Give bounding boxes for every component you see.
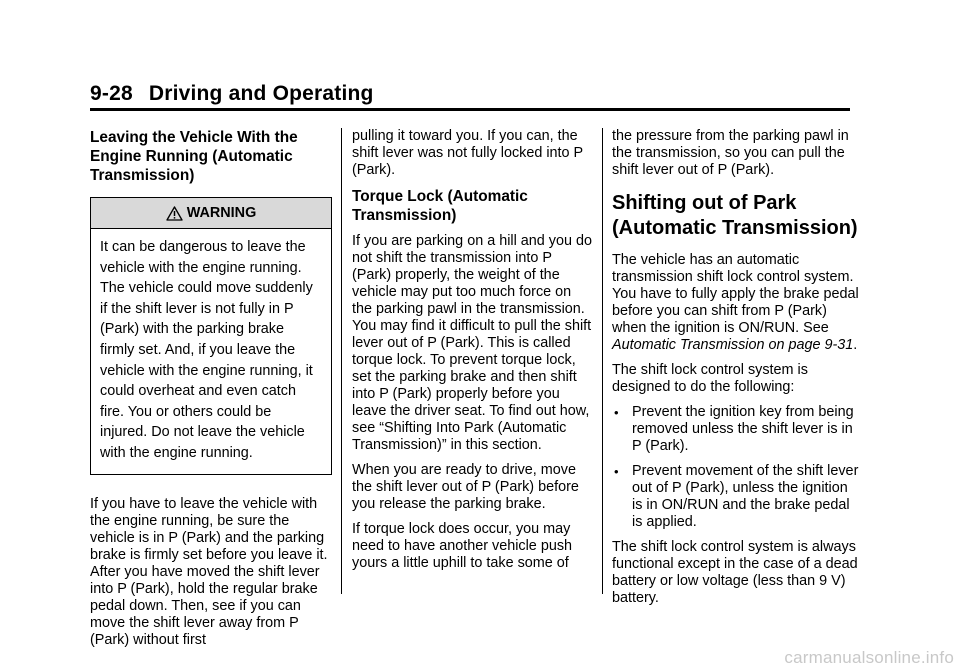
bullet-icon: • bbox=[614, 405, 619, 420]
header-text bbox=[90, 82, 374, 105]
paragraph-end: . bbox=[853, 337, 858, 353]
list-item bbox=[612, 404, 860, 455]
warning-title-bar bbox=[91, 198, 331, 229]
section-heading-shifting-out-of-park: Shifting out of Park (Automatic Transmission) bbox=[612, 192, 858, 239]
section-heading-torque-lock: Torque Lock (Automatic Transmission) bbox=[352, 188, 528, 224]
paragraph: When you are ready to drive, move the shift lever out of P (Park) before you release the parking brake. bbox=[352, 462, 579, 512]
column-divider bbox=[341, 128, 342, 594]
warning-title: WARNING bbox=[186, 204, 257, 221]
page-header bbox=[90, 82, 850, 111]
page-number: 9-28 bbox=[90, 82, 133, 105]
paragraph: the pressure from the parking pawl in the transmission, so you can pull the shift lever out of P (Park). bbox=[612, 128, 849, 178]
warning-box bbox=[90, 197, 332, 475]
bullet-list bbox=[612, 404, 860, 531]
section-title: Driving and Operating bbox=[148, 82, 374, 105]
paragraph: If you are parking on a hill and you do not shift the transmission into P (Park) properly, the weight of the vehicle may put too much force on the parking pawl in the transmission. You may find it difficult to pull the shift lever out of P (Park). This is called torque lock. To prevent torque lock, set the parking brake and then shift into P (Park) properly before you leave the driver seat. To find out how, see “Shifting Into Park (Automatic Transmission)” in this section. bbox=[352, 233, 593, 453]
list-item-text: Prevent the ignition key from being removed unless the shift lever is in P (Park). bbox=[632, 404, 854, 454]
list-item-text: Prevent movement of the shift lever out of P (Park), unless the ignition is in ON/RUN and the brake pedal is applied. bbox=[632, 463, 859, 530]
bullet-icon: • bbox=[614, 464, 619, 479]
list-item bbox=[612, 463, 860, 531]
paragraph: The shift lock control system is designed to do the following: bbox=[612, 362, 808, 395]
column-right bbox=[612, 128, 860, 615]
paragraph-text: The vehicle has an automatic transmission shift lock control system. You have to fully apply the brake pedal before you can shift from P (Park) when the ignition is ON/RUN. See bbox=[612, 252, 859, 336]
paragraph: The shift lock control system is always functional except in the case of a dead battery or low voltage (less than 9 V) battery. bbox=[612, 539, 858, 606]
section-heading-leaving-vehicle: Leaving the Vehicle With the Engine Running (Automatic Transmission) bbox=[90, 129, 298, 184]
paragraph: If torque lock does occur, you may need to have another vehicle push yours a little uphill to take some of bbox=[352, 521, 573, 571]
warning-text: It can be dangerous to leave the vehicle with the engine running. The vehicle could move suddenly if the shift lever is not fully in P (Park) with the parking brake firmly set. And, if you leave the vehicle with the engine running, it could overheat and even catch fire. You or others could be injured. Do not leave the vehicle with the engine running. bbox=[100, 239, 313, 461]
column-left bbox=[90, 128, 332, 657]
paragraph: If you have to leave the vehicle with the engine running, be sure the vehicle is in P (Park) and the parking brake is firmly set before you leave it. After you have moved the shift lever into P (Park), hold the regular brake pedal down. Then, see if you can move the shift lever away from P (Park) without first bbox=[90, 495, 328, 648]
column-divider bbox=[602, 128, 603, 594]
column-middle bbox=[352, 128, 592, 580]
warning-triangle-icon bbox=[166, 206, 183, 221]
paragraph bbox=[612, 252, 860, 354]
cross-reference-link[interactable]: Automatic Transmission on page 9-31 bbox=[612, 337, 854, 353]
paragraph: pulling it toward you. If you can, the shift lever was not fully locked into P (Park). bbox=[352, 128, 583, 178]
watermark: carmanualsonline.info bbox=[784, 648, 954, 667]
